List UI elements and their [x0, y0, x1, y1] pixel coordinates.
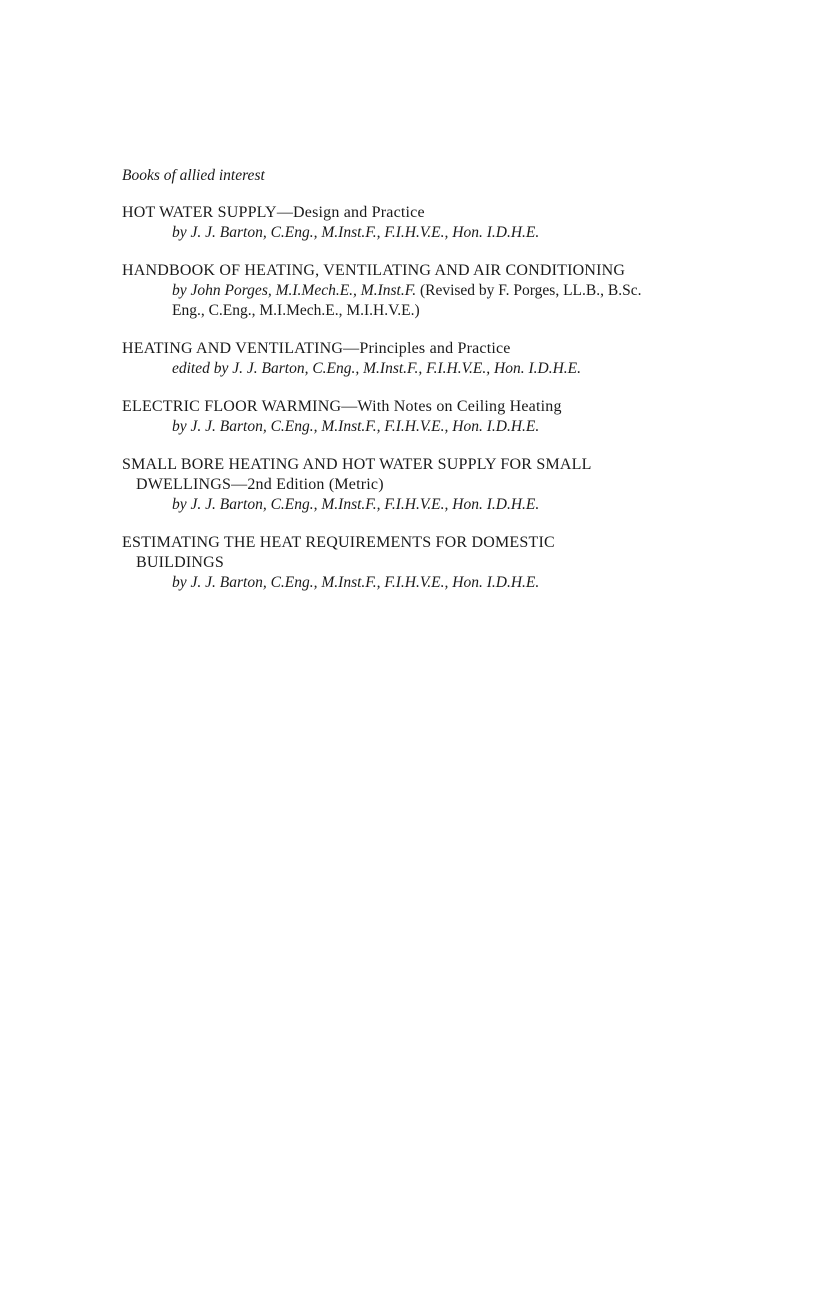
book-author-text: by John Porges, M.I.Mech.E., M.Inst.F.: [172, 282, 417, 299]
book-title-caps: HEATING AND VENTILATING: [122, 340, 344, 357]
book-entry: [122, 533, 724, 593]
page-heading: Books of allied interest: [122, 167, 265, 184]
book-title-subtitle: —Design and Practice: [276, 204, 425, 221]
book-list-page: [122, 166, 724, 611]
book-entry: [122, 397, 724, 437]
book-author-text: edited by J. J. Barton, C.Eng., M.Inst.F., F.I.H.V.E., Hon. I.D.H.E.: [172, 360, 581, 377]
book-author: [122, 281, 724, 321]
book-title: [122, 533, 724, 553]
book-author: [122, 359, 724, 379]
book-title-caps-continued: BUILDINGS: [136, 554, 225, 571]
book-title: [122, 339, 724, 359]
book-title-subtitle: —Principles and Practice: [343, 340, 511, 357]
book-title-caps: ELECTRIC FLOOR WARMING: [122, 398, 342, 415]
book-entry: [122, 455, 724, 515]
book-title-subtitle: —2nd Edition (Metric): [231, 476, 384, 493]
book-entry: [122, 203, 724, 243]
book-title: [122, 261, 724, 281]
book-author-text: by J. J. Barton, C.Eng., M.Inst.F., F.I.H.V.E., Hon. I.D.H.E.: [172, 418, 540, 435]
book-author: [122, 573, 724, 593]
book-title-subtitle: —With Notes on Ceiling Heating: [341, 398, 562, 415]
book-title: [122, 203, 724, 223]
book-title-caps: HANDBOOK OF HEATING, VENTILATING AND AIR CONDITIONING: [122, 262, 626, 279]
book-title-caps: ESTIMATING THE HEAT REQUIREMENTS FOR DOMESTIC: [122, 534, 555, 551]
book-title-continued: [122, 475, 724, 495]
book-author-text: by J. J. Barton, C.Eng., M.Inst.F., F.I.H.V.E., Hon. I.D.H.E.: [172, 574, 540, 591]
book-title-caps: HOT WATER SUPPLY: [122, 204, 277, 221]
book-author: [122, 495, 724, 515]
book-author-text: by J. J. Barton, C.Eng., M.Inst.F., F.I.H.V.E., Hon. I.D.H.E.: [172, 496, 540, 513]
book-author-text: by J. J. Barton, C.Eng., M.Inst.F., F.I.H.V.E., Hon. I.D.H.E.: [172, 224, 540, 241]
book-entry: [122, 261, 724, 321]
book-author: [122, 223, 724, 243]
book-author-revision-continued: Eng., C.Eng., M.I.Mech.E., M.I.H.V.E.): [172, 302, 420, 319]
book-title: [122, 397, 724, 417]
book-title-caps: SMALL BORE HEATING AND HOT WATER SUPPLY FOR SMALL: [122, 456, 592, 473]
book-entry: [122, 339, 724, 379]
book-title: [122, 455, 724, 475]
book-author-revision: (Revised by F. Porges, LL.B., B.Sc.: [416, 282, 642, 299]
book-title-caps-continued: DWELLINGS: [136, 476, 232, 493]
book-title-continued: [122, 553, 724, 573]
book-author: [122, 417, 724, 437]
